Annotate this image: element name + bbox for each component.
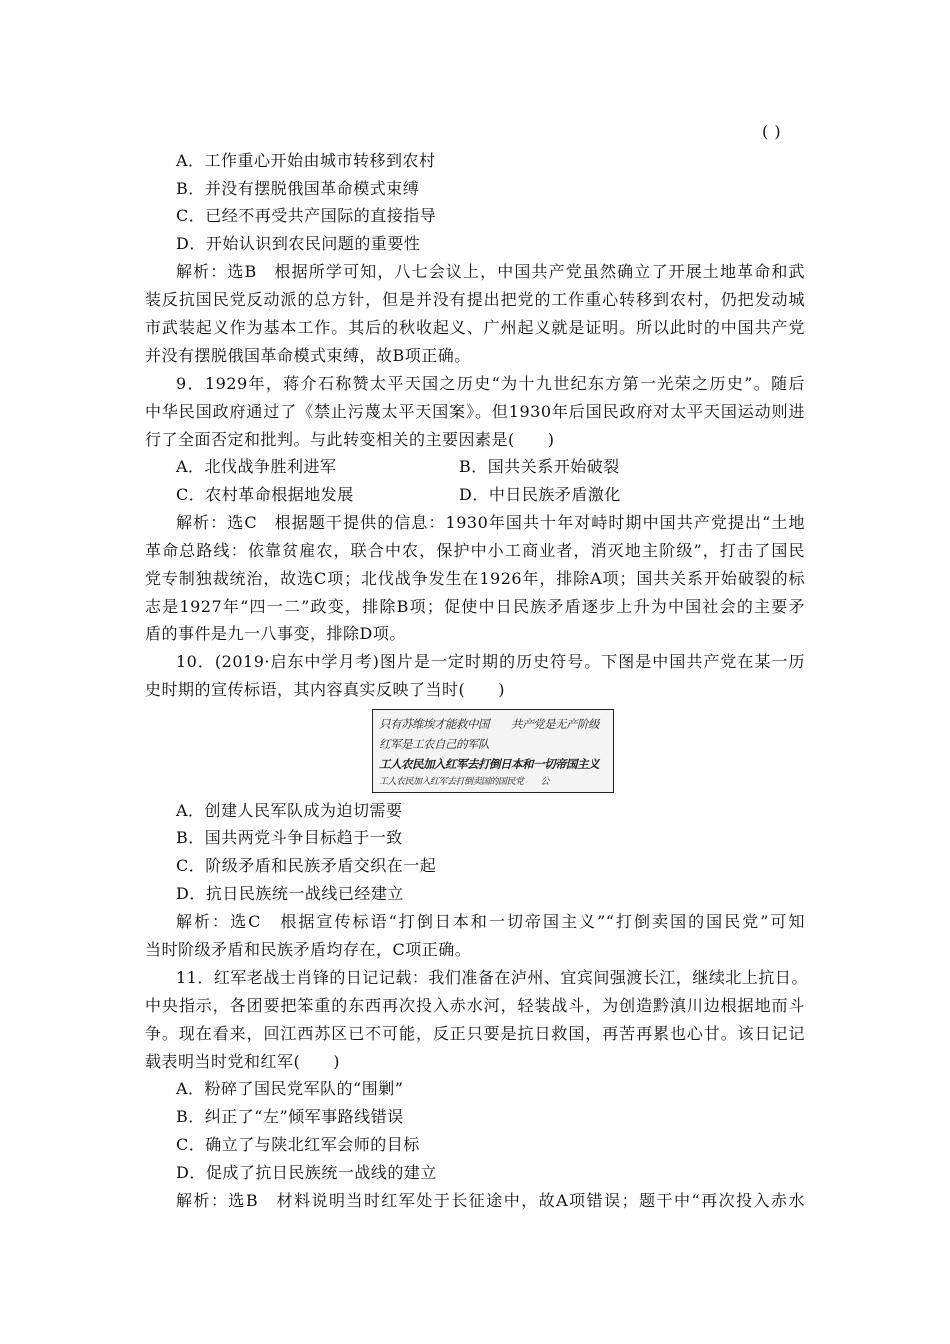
q8-analysis-line-1: 解析：选B 根据所学可知，八七会议上，中国共产党虽然确立了开展土地革命和武 [176, 262, 805, 281]
q8-option-c: C．已经不再受共产国际的直接指导 [176, 206, 437, 225]
q11-stem-line-4: 载表明当时党和红军( ) [145, 1052, 340, 1071]
slogan-line-4: 工人农民加入红军去打倒卖国的国民党 公 [379, 777, 550, 787]
q9-analysis-line-3: 党专制独裁统治，故选C项；北伐战争发生在1926年，排除A项；国共关系开始破裂的标 [145, 569, 805, 588]
q9-option-c: C．农村革命根据地发展 [176, 485, 354, 504]
answer-bracket: ( ) [762, 122, 782, 141]
q10-option-b: B．国共两党斗争目标趋于一致 [176, 828, 403, 847]
q11-option-c: C．确立了与陕北红军会师的目标 [176, 1135, 420, 1154]
q9-analysis-line-1: 解析：选C 根据题干提供的信息：1930年国共十年对峙时期中国共产党提出“土地 [176, 513, 805, 532]
q8-option-b: B．并没有摆脱俄国革命模式束缚 [176, 179, 420, 198]
slogan-line-3: 工人农民加入红军去打倒日本和一切帝国主义 [379, 757, 599, 771]
q11-stem-line-3: 争。现在看来，回江西苏区已不可能，反正只要是抗日救国，再苦再累也心甘。该日记记 [145, 1024, 805, 1043]
slogan-image [372, 709, 614, 793]
q9-option-a: A．北伐战争胜利进军 [176, 457, 337, 476]
q9-analysis-line-5: 盾的事件是九一八事变，排除D项。 [145, 624, 406, 643]
q10-option-a: A．创建人民军队成为迫切需要 [176, 801, 403, 820]
q9-option-d: D．中日民族矛盾激化 [459, 485, 621, 504]
q10-analysis-line-1: 解析：选C 根据宣传标语“打倒日本和一切帝国主义”“打倒卖国的国民党”可知 [176, 912, 805, 931]
q9-stem-line-1: 9．1929年，蒋介石称赞太平天国之历史“为十九世纪东方第一光荣之历史”。随后 [176, 374, 805, 393]
q8-analysis-line-3: 市武装起义作为基本工作。其后的秋收起义、广州起义就是证明。所以此时的中国共产党 [145, 318, 805, 337]
q10-option-c: C．阶级矛盾和民族矛盾交织在一起 [176, 856, 437, 875]
q8-analysis-line-4: 并没有摆脱俄国革命模式束缚，故B项正确。 [145, 346, 471, 365]
q8-option-d: D．开始认识到农民问题的重要性 [176, 234, 421, 253]
q10-stem-line-2: 史时期的宣传标语，其内容真实反映了当时( ) [145, 680, 505, 699]
q9-option-b: B．国共关系开始破裂 [459, 457, 620, 476]
q11-option-a: A．粉碎了国民党军队的“围剿” [176, 1079, 404, 1098]
q10-option-d: D．抗日民族统一战线已经建立 [176, 884, 404, 903]
q10-analysis-line-2: 当时阶级矛盾和民族矛盾均存在，C项正确。 [145, 940, 472, 959]
q10-stem-line-1: 10．(2019·启东中学月考)图片是一定时期的历史符号。下图是中国共产党在某一历 [176, 652, 805, 671]
q9-stem-line-3: 行了全面否定和批判。与此转变相关的主要因素是( ) [145, 430, 555, 449]
q9-analysis-line-2: 革命总路线：依靠贫雇农，联合中农，保护中小工商业者，消灭地主阶级”，打击了国民 [145, 541, 805, 560]
slogan-line-1: 只有苏维埃才能救中国 共产党是无产阶级 [379, 717, 599, 731]
q8-analysis-line-2: 装反抗国民党反动派的总方针，但是并没有提出把党的工作重心转移到农村，仍把发动城 [145, 290, 805, 309]
q11-stem-line-2: 中央指示，各团要把笨重的东西再次投入赤水河，轻装战斗，为创造黔滇川边根据地而斗 [145, 996, 805, 1015]
q9-stem-line-2: 中华民国政府通过了《禁止污蔑太平天国案》。但1930年后国民政府对太平天国运动则进 [145, 402, 805, 421]
q11-option-b: B．纠正了“左”倾军事路线错误 [176, 1107, 404, 1126]
q8-option-a: A．工作重心开始由城市转移到农村 [176, 151, 436, 170]
q11-option-d: D．促成了抗日民族统一战线的建立 [176, 1163, 437, 1182]
slogan-line-2: 红军是工农自己的军队 [379, 737, 511, 751]
q9-analysis-line-4: 志是1927年“四一二”政变，排除B项；促使中日民族矛盾逐步上升为中国社会的主要矛 [145, 597, 805, 616]
q11-stem-line-1: 11．红军老战士肖锋的日记记载：我们准备在泸州、宜宾间强渡长江，继续北上抗日。 [176, 968, 808, 987]
q11-analysis-line-1: 解析：选B 材料说明当时红军处于长征途中，故A项错误；题干中“再次投入赤水 [176, 1191, 805, 1210]
